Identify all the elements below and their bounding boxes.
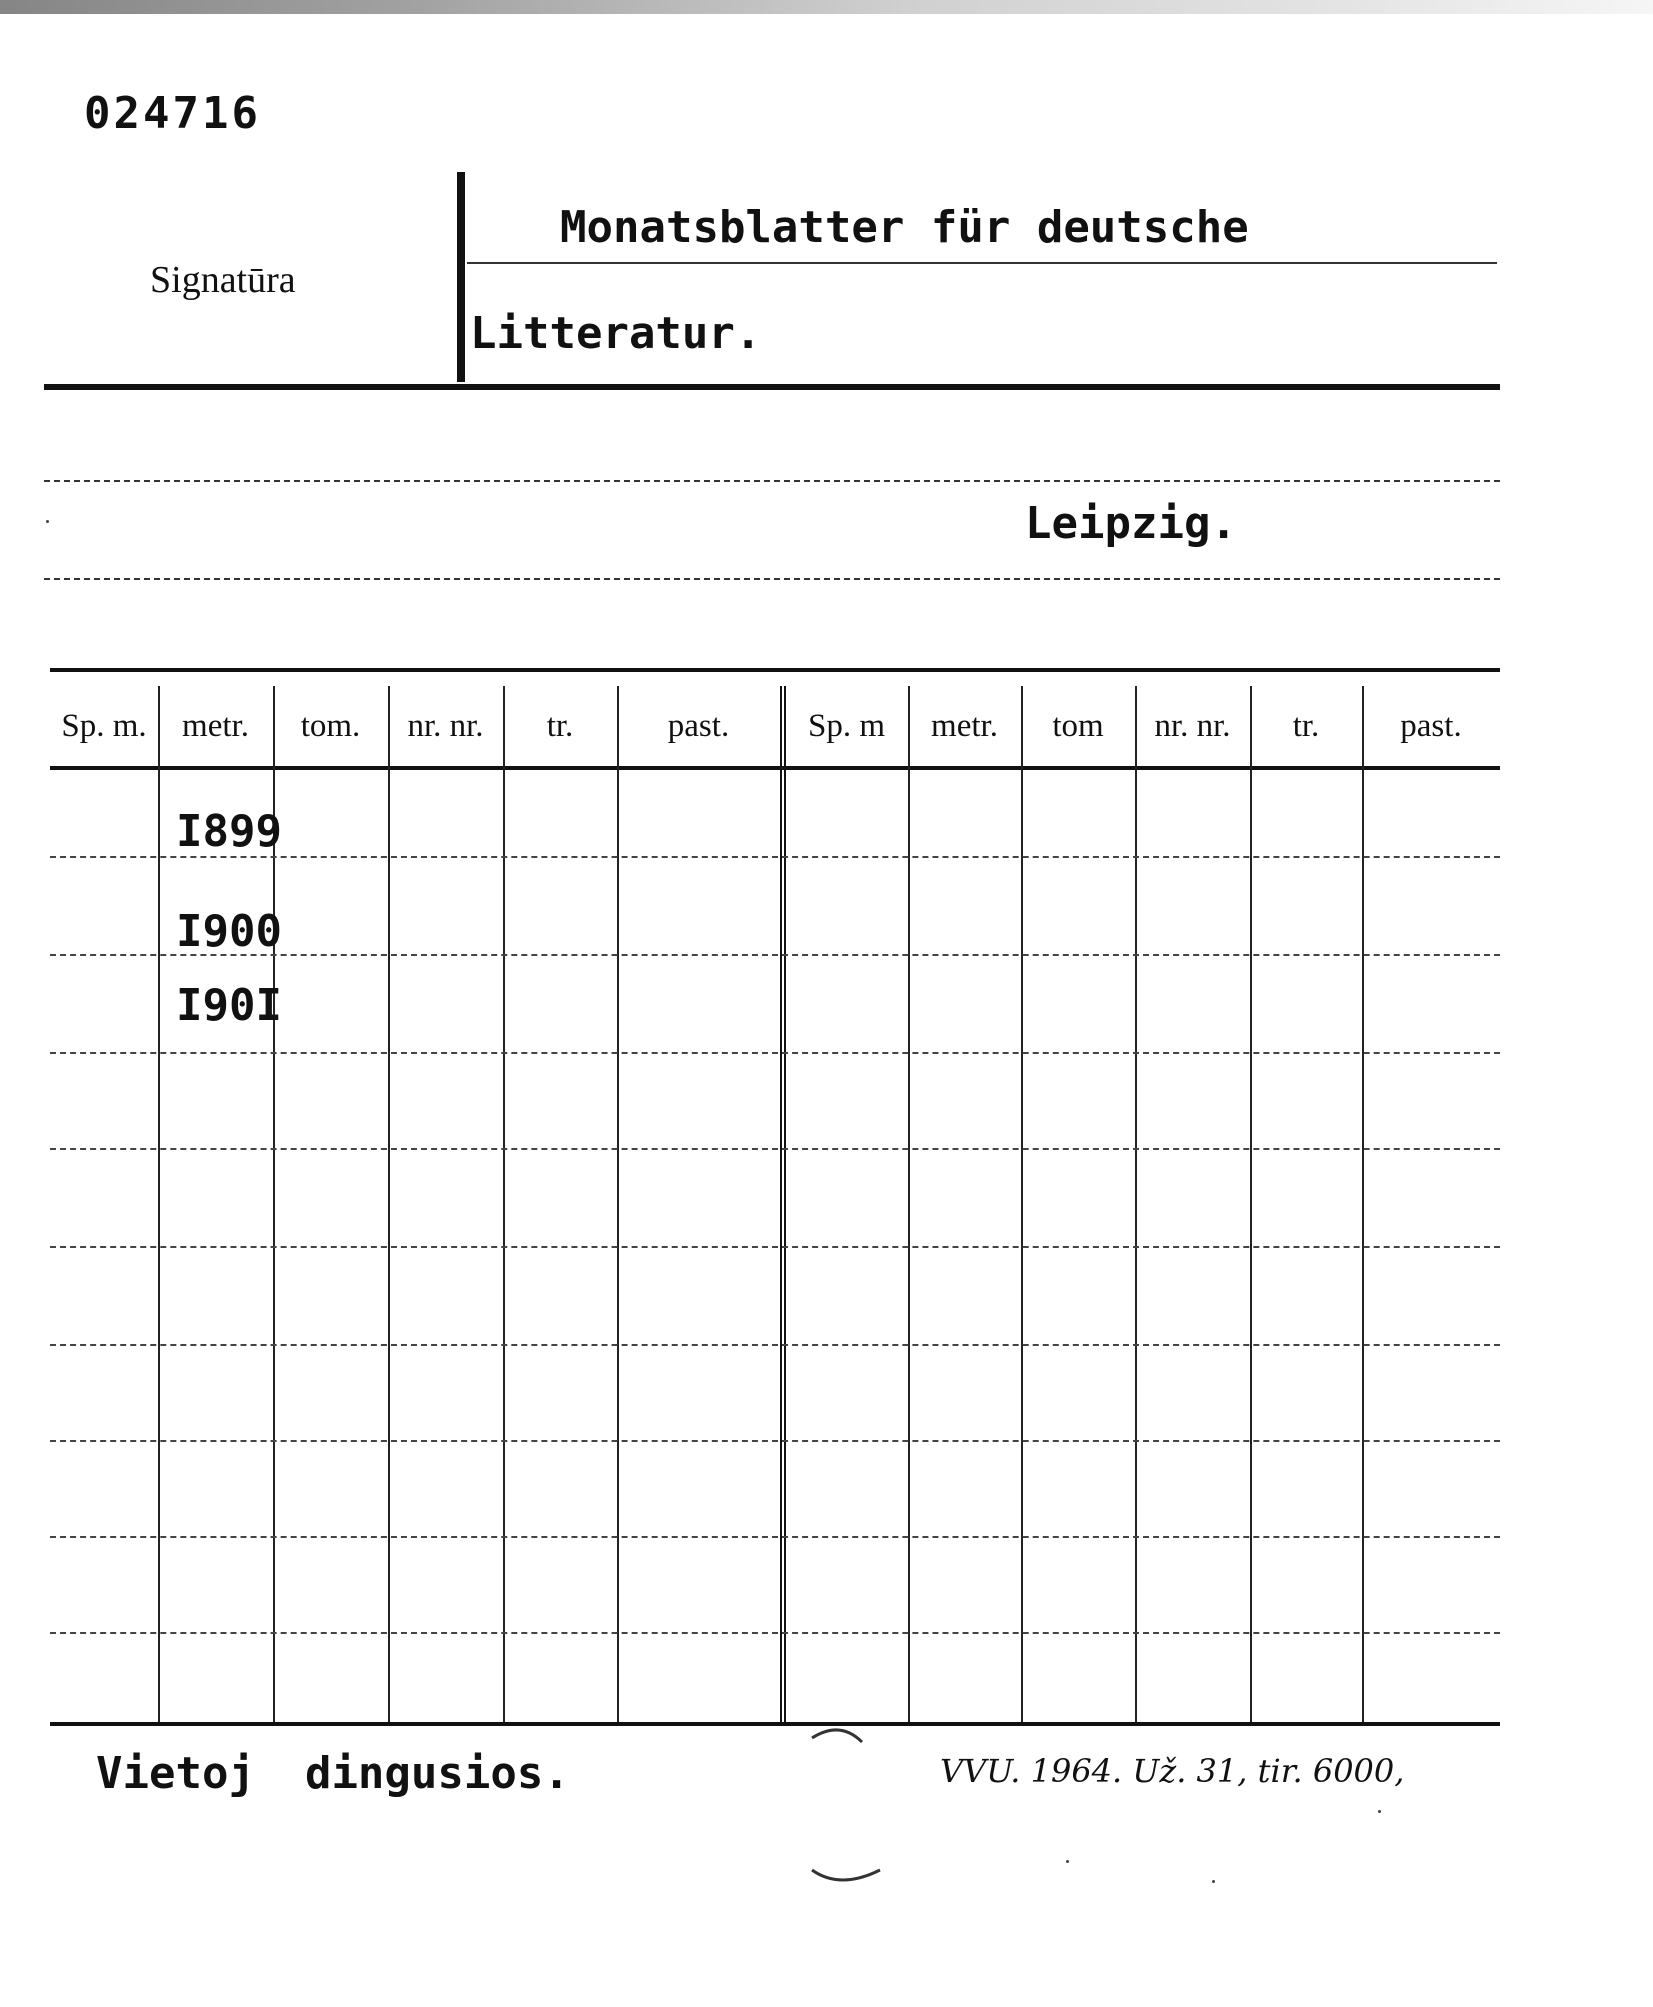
header-right-nr-nr: nr. nr. xyxy=(1154,708,1231,744)
signature-label: Signatūra xyxy=(150,259,296,301)
col-divider xyxy=(158,686,160,1726)
col-divider xyxy=(388,686,390,1726)
table-row-line xyxy=(50,1344,1500,1346)
blank-rule-1 xyxy=(44,480,1500,482)
header-right-tom: tom xyxy=(1052,708,1104,744)
col-divider xyxy=(1021,686,1023,1726)
scan-speck xyxy=(1066,1860,1069,1863)
footer-note-word-1: Vietoj xyxy=(96,1748,255,1799)
header-left-sp-m: Sp. m. xyxy=(61,708,147,744)
header-left-tom: tom. xyxy=(300,708,361,744)
blank-rule-2 xyxy=(44,578,1500,580)
title-underline xyxy=(467,262,1497,264)
table-top-rule xyxy=(50,668,1500,672)
table-row-line xyxy=(50,1148,1500,1150)
card-number: 024716 xyxy=(84,88,261,139)
scan-speck xyxy=(1378,1810,1381,1813)
col-divider xyxy=(1250,686,1252,1726)
col-divider xyxy=(617,686,619,1726)
table-header-rule xyxy=(50,766,1500,770)
header-right-past: past. xyxy=(1400,708,1462,744)
printer-imprint: VVU. 1964. Už. 31, tir. 6000, xyxy=(940,1752,1405,1790)
footer-note xyxy=(96,1748,570,1799)
punch-hole-outline xyxy=(800,1720,900,1890)
year-entry: I899 xyxy=(176,806,282,857)
scan-edge-shadow xyxy=(0,0,1653,14)
header-right-metr: metr. xyxy=(931,708,998,744)
signature-divider xyxy=(457,172,465,382)
col-divider xyxy=(1135,686,1137,1726)
publication-place: Leipzig. xyxy=(1025,498,1237,549)
table-row-line xyxy=(50,1440,1500,1442)
header-left-nr-nr: nr. nr. xyxy=(407,708,484,744)
table-row-line xyxy=(50,1246,1500,1248)
header-right-tr: tr. xyxy=(1292,708,1320,744)
year-entry: I90I xyxy=(176,980,282,1031)
table-row-line xyxy=(50,1052,1500,1054)
header-right-sp-m: Sp. m xyxy=(807,708,886,744)
title-line-1: Monatsblatter für deutsche xyxy=(560,202,1249,253)
scan-speck xyxy=(46,520,49,523)
title-line-2: Litteratur. xyxy=(470,308,762,359)
table-row-line xyxy=(50,1536,1500,1538)
footer-note-word-2: dingusios. xyxy=(304,1748,570,1799)
table-row-line xyxy=(50,1632,1500,1634)
col-divider xyxy=(1362,686,1364,1726)
col-divider xyxy=(908,686,910,1726)
col-divider xyxy=(503,686,505,1726)
header-rule xyxy=(44,384,1500,390)
header-left-tr: tr. xyxy=(546,708,574,744)
scan-speck xyxy=(1212,1880,1215,1883)
table-bottom-rule xyxy=(50,1722,1500,1726)
header-left-metr: metr. xyxy=(182,708,249,744)
header-left-past: past. xyxy=(667,708,730,744)
table-center-divider xyxy=(780,686,788,1726)
year-entry: I900 xyxy=(176,906,282,957)
